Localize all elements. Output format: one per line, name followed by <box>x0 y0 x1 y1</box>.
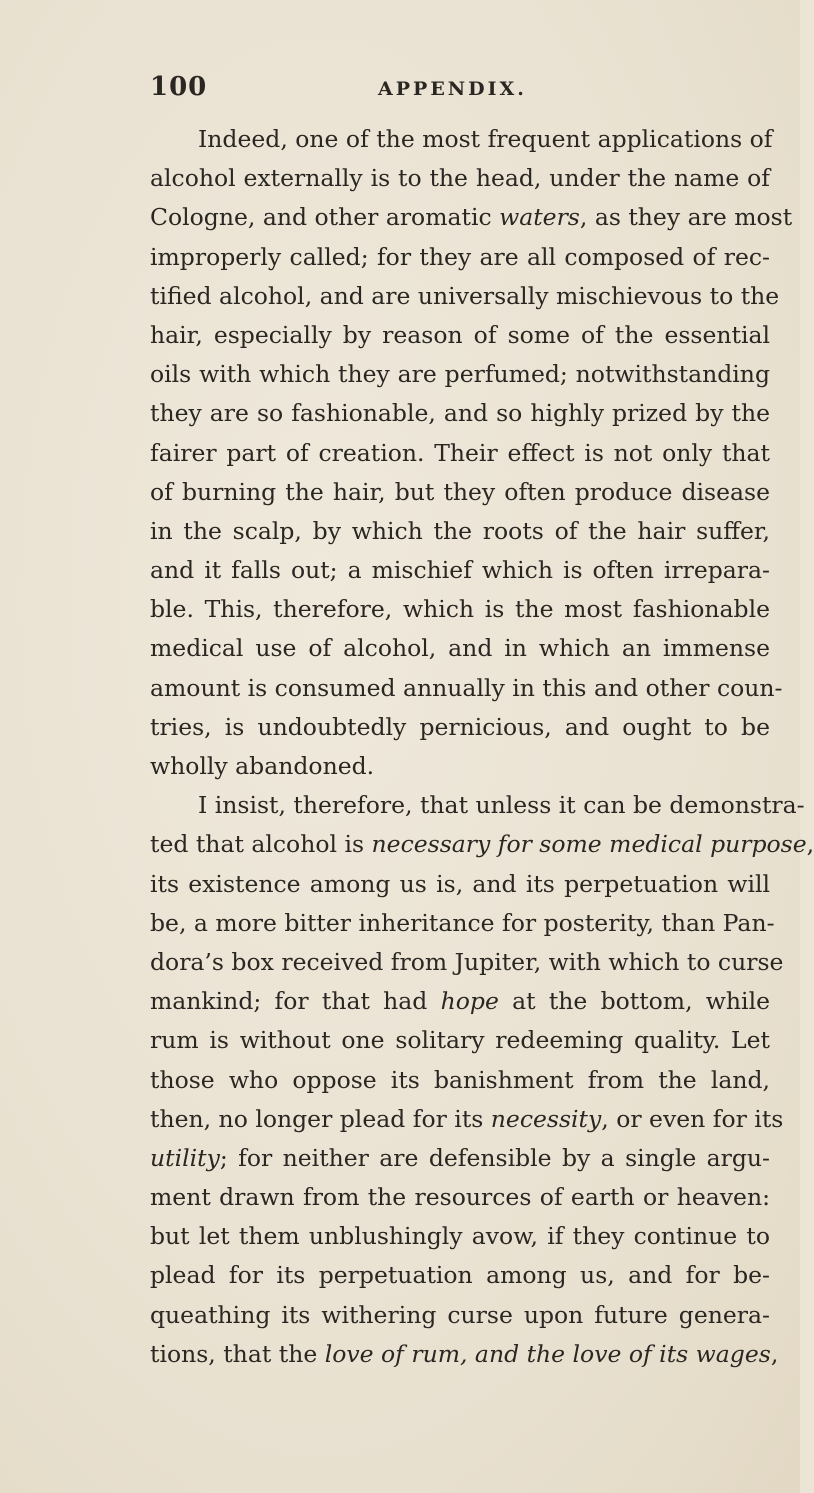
text-run: they are so fashionable, and so highly prized by the <box>150 399 770 428</box>
text-line <box>150 982 770 1021</box>
text-run: hair, especially by reason of some of the essential <box>150 320 770 349</box>
text-line <box>150 1256 770 1295</box>
paragraph <box>150 786 814 1374</box>
text-line <box>150 1217 770 1256</box>
text-line <box>150 865 770 904</box>
text-line <box>150 238 770 277</box>
text-run: of burning the hair, but they often produce disease <box>150 477 770 506</box>
text-run: , as they are most <box>579 203 793 232</box>
italic-run: waters <box>499 203 580 232</box>
text-run: then, no longer plead for its <box>150 1104 491 1133</box>
text-line <box>150 434 770 473</box>
text-run: Indeed, one of the most frequent applications of <box>198 125 773 153</box>
text-run: its existence among us is, and its perpetuation will <box>150 869 770 898</box>
text-line <box>150 473 770 512</box>
text-run: in the scalp, by which the roots of the hair suffer, <box>150 516 770 545</box>
text-line <box>150 120 773 159</box>
text-line <box>150 355 770 394</box>
text-run: , <box>770 1339 779 1368</box>
text-run: be, a more bitter inheritance for posterity, than Pan- <box>150 908 775 937</box>
text-line <box>150 1021 770 1060</box>
running-head: APPENDIX. <box>378 78 527 100</box>
text-run: but let them unblushingly avow, if they continue to <box>150 1222 770 1251</box>
italic-run: hope <box>440 987 499 1016</box>
page-header <box>150 72 770 112</box>
text-line <box>150 590 770 629</box>
text-line <box>150 394 770 433</box>
italic-run: love of rum, and the love of its wages <box>324 1339 771 1368</box>
italic-run: necessity <box>490 1104 602 1133</box>
text-run: tified alcohol, and are universally mischievous to the <box>150 281 780 310</box>
text-line <box>150 708 770 747</box>
page-number: 100 <box>150 72 208 102</box>
text-line <box>150 159 770 198</box>
text-run: oils with which they are perfumed; notwithstanding <box>150 360 770 389</box>
text-run: medical use of alcohol, and in which an immense <box>150 634 770 663</box>
text-run: improperly called; for they are all composed of rec- <box>150 242 770 271</box>
text-run: mankind; for that had <box>150 987 441 1016</box>
text-run: I insist, therefore, that unless it can be demonstra- <box>198 791 805 820</box>
text-line <box>150 1178 770 1217</box>
text-line <box>150 669 783 708</box>
text-run: alcohol externally is to the head, under the name of <box>150 164 770 193</box>
text-line <box>150 943 784 982</box>
text-run: Cologne, and other aromatic <box>150 203 500 232</box>
text-line <box>150 629 770 668</box>
text-line <box>150 747 770 786</box>
text-line <box>150 551 770 590</box>
text-run: tries, is undoubtedly pernicious, and ought to be <box>150 712 770 741</box>
text-run: and it falls out; a mischief which is often irrepara- <box>150 556 770 585</box>
text-line <box>150 825 814 864</box>
text-run: queathing its withering curse upon future genera- <box>150 1300 770 1329</box>
text-run: ble. This, therefore, which is the most fashionable <box>150 595 770 624</box>
text-run: dora’s box received from Jupiter, with which to curse <box>150 947 784 976</box>
text-line <box>150 1100 784 1139</box>
text-run: amount is consumed annually in this and other coun- <box>150 673 783 702</box>
text-line <box>150 512 770 551</box>
text-line <box>150 786 805 825</box>
italic-run: necessary for some medical purpose <box>371 830 807 859</box>
text-run: ; for neither are defensible by a single argu- <box>219 1143 770 1172</box>
text-run: at the bottom, while <box>498 987 770 1016</box>
text-line <box>150 1061 770 1100</box>
text-run: ment drawn from the resources of earth or heaven: <box>150 1183 770 1212</box>
text-run: ted that alcohol is <box>150 830 372 859</box>
body-text <box>150 120 814 1374</box>
italic-run: utility <box>150 1143 220 1172</box>
text-run: plead for its perpetuation among us, and for be- <box>150 1261 770 1290</box>
text-line <box>150 1296 770 1335</box>
text-line <box>150 316 770 355</box>
text-line <box>150 1335 779 1374</box>
text-run: wholly abandoned. <box>150 752 375 780</box>
paragraph <box>150 120 793 786</box>
text-run: , <box>806 830 814 859</box>
text-line <box>150 904 775 943</box>
text-line <box>150 1139 770 1178</box>
text-run: fairer part of creation. Their effect is not only that <box>150 438 770 467</box>
text-run: , or even for its <box>601 1104 784 1133</box>
text-run: rum is without one solitary redeeming quality. Let <box>150 1026 770 1055</box>
text-line <box>150 277 780 316</box>
text-line <box>150 198 793 237</box>
text-run: tions, that the <box>150 1339 325 1368</box>
text-run: those who oppose its banishment from the land, <box>150 1065 770 1094</box>
